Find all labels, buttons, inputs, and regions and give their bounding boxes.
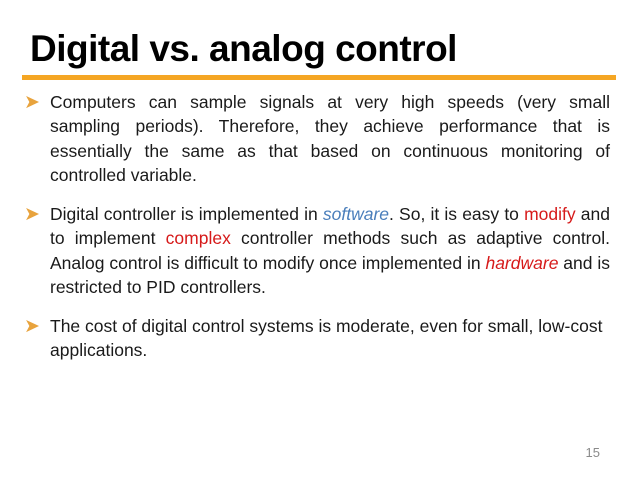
keyword-modify: modify [524, 203, 576, 224]
keyword-hardware: hardware [485, 252, 559, 273]
bullet-2-part-2: . So, it is easy to [389, 203, 525, 224]
arrow-bullet-icon: ➤ [24, 315, 40, 337]
arrow-bullet-icon: ➤ [24, 203, 40, 225]
bullet-1-part-0: Computers can sample signals at very high speeds (very small sampling periods). Therefore, they achieve performance that is essentially the same as that based on continuous monitoring of controlled variable. [50, 91, 610, 186]
bullet-2-part-6: controller methods such as adaptive control. Analog control is difficult to modify once implemented in [50, 228, 610, 273]
keyword-complex: complex [165, 228, 231, 249]
bullet-1-text [50, 90, 610, 188]
arrow-bullet-icon: ➤ [24, 91, 40, 113]
list-item [24, 90, 610, 188]
slide-content [0, 80, 638, 363]
bullet-3-text [50, 314, 610, 363]
page-number: 15 [585, 445, 600, 460]
bullet-2-text [50, 202, 610, 300]
bullet-3-part-0: The cost of digital control systems is moderate, even for small, low-cost applications. [50, 315, 603, 361]
page-title: Digital vs. analog control [30, 28, 457, 69]
bullet-2-part-4: and to implement [50, 203, 610, 249]
bullet-2-part-8: and is restricted to PID controllers. [50, 252, 610, 298]
list-item [24, 314, 610, 363]
keyword-software: software [322, 203, 390, 224]
bullet-2-part-0: Digital controller is implemented in [50, 203, 323, 224]
list-item [24, 202, 610, 300]
